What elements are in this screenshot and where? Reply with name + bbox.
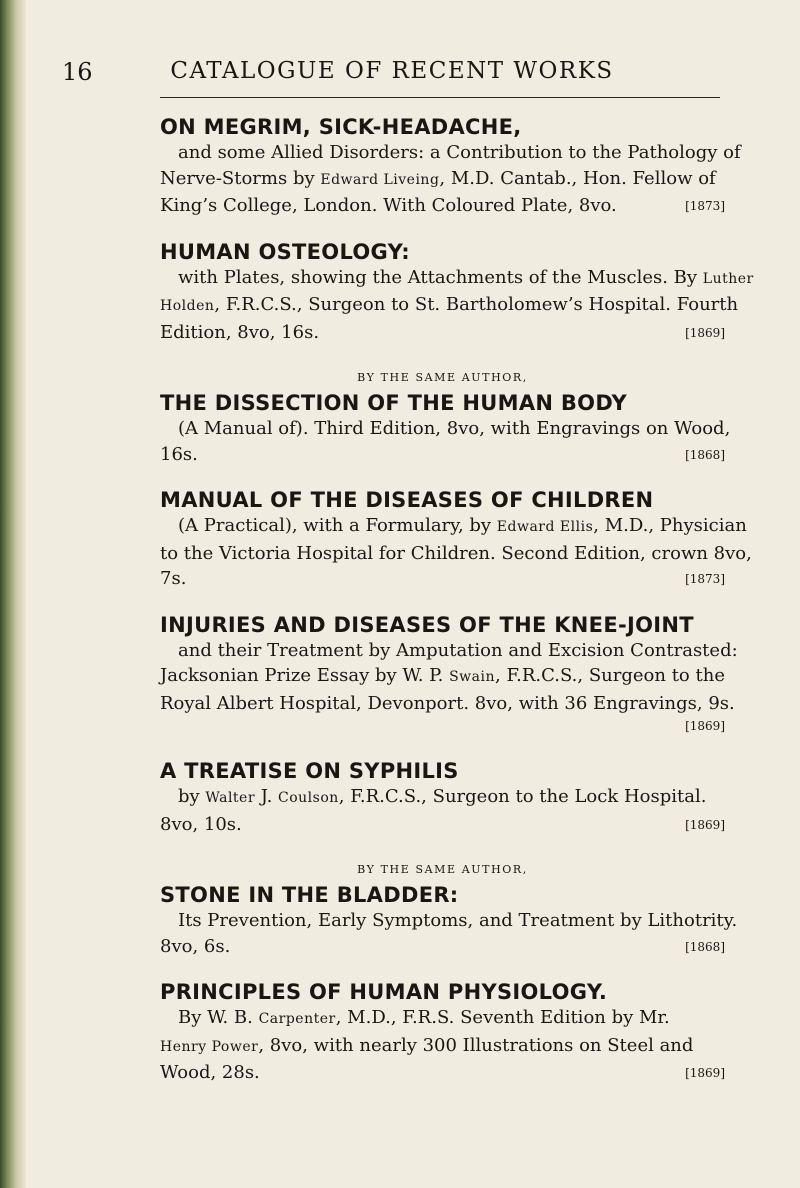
entry-line: 16s. [1868] bbox=[160, 442, 725, 468]
catalogue-entries bbox=[160, 114, 754, 1106]
entry-title: MANUAL OF THE DISEASES OF CHILDREN bbox=[160, 488, 654, 512]
catalogue-entry bbox=[160, 863, 738, 959]
entry-line: Nerve-Storms by Edward Liveing, M.D. Cantab., Hon. Fellow of bbox=[160, 167, 716, 189]
entry-year: [1868] bbox=[685, 447, 725, 462]
entry-line: with Plates, showing the Attachments of the Muscles. By Luther bbox=[178, 266, 754, 288]
catalogue-entry bbox=[160, 487, 752, 592]
entry-title: INJURIES AND DISEASES OF THE KNEE-JOINT bbox=[160, 612, 694, 637]
page-number: 16 bbox=[62, 58, 93, 86]
entry-line: Royal Albert Hospital, Devonport. 8vo, with 36 Engravings, 9s. bbox=[160, 692, 735, 714]
entry-line: 8vo, 6s. [1868] bbox=[160, 934, 725, 960]
catalogue-entry bbox=[160, 979, 725, 1086]
book-spine-edge bbox=[0, 0, 26, 1188]
author-name: Luther bbox=[702, 270, 754, 287]
page-header bbox=[62, 58, 722, 90]
entry-line: Its Prevention, Early Symptoms, and Treatment by Lithotrity. bbox=[178, 910, 738, 931]
entry-title: STONE IN THE BLADDER: bbox=[160, 883, 459, 907]
entry-line: Wood, 28s. [1869] bbox=[160, 1060, 725, 1086]
entry-line: (A Manual of). Third Edition, 8vo, with Engravings on Wood, bbox=[178, 418, 731, 439]
entry-line: (A Practical), with a Formulary, by Edward Ellis, M.D., Physician bbox=[178, 515, 747, 536]
entry-year: [1869] bbox=[685, 1066, 725, 1080]
entry-line: and their Treatment by Amputation and Excision Contrasted: bbox=[178, 639, 738, 661]
author-name: Edward Ellis bbox=[496, 519, 594, 535]
entry-line: to the Victoria Hospital for Children. Second Edition, crown 8vo, bbox=[160, 542, 752, 564]
entry-year: [1869] bbox=[685, 719, 725, 733]
entry-title: THE DISSECTION OF THE HUMAN BODY bbox=[160, 391, 628, 415]
entry-line: By W. B. Carpenter, M.D., F.R.S. Seventh Edition by Mr. bbox=[178, 1007, 670, 1028]
catalogue-entry bbox=[160, 114, 741, 219]
entry-title: ON MEGRIM, SICK-HEADACHE, bbox=[160, 115, 522, 139]
entry-year: [1869] bbox=[685, 325, 725, 340]
entry-line: 7s. [1873] bbox=[160, 566, 725, 592]
author-name: Henry Power bbox=[160, 1038, 259, 1055]
catalogue-entry bbox=[160, 612, 738, 739]
entry-year: [1868] bbox=[685, 939, 725, 954]
entry-line: King’s College, London. With Coloured Plate, 8vo. [1873] bbox=[160, 193, 725, 219]
entry-title: A TREATISE ON SYPHILIS bbox=[160, 759, 459, 783]
author-name: Coulson bbox=[278, 790, 339, 806]
entry-year: [1873] bbox=[685, 199, 725, 213]
header-rule bbox=[160, 97, 720, 98]
entry-line: Jacksonian Prize Essay by W. P. Swain, F.R.C.S., Surgeon to the bbox=[160, 665, 725, 686]
author-name: Swain bbox=[449, 669, 496, 685]
entry-year: [1869] bbox=[685, 817, 725, 832]
entry-year: [1873] bbox=[685, 572, 725, 586]
entry-title: HUMAN OSTEOLOGY: bbox=[160, 239, 411, 264]
entry-line: Henry Power, 8vo, with nearly 300 Illustrations on Steel and bbox=[160, 1034, 694, 1056]
byline: BY THE SAME AUTHOR, bbox=[357, 371, 528, 384]
author-name: Edward Liveing bbox=[320, 171, 440, 188]
catalogue-entry bbox=[160, 758, 725, 837]
author-name: Carpenter bbox=[258, 1011, 336, 1027]
running-title: CATALOGUE OF RECENT WORKS bbox=[170, 58, 614, 84]
entry-line: Holden, F.R.C.S., Surgeon to St. Bartholomew’s Hospital. Fourth bbox=[160, 294, 739, 315]
catalogue-entry bbox=[160, 239, 754, 346]
entry-year-row bbox=[160, 716, 725, 738]
catalogue-entry bbox=[160, 371, 731, 467]
entry-line: by Walter J. Coulson, F.R.C.S., Surgeon to the Lock Hospital. bbox=[178, 786, 707, 807]
entry-title: PRINCIPLES OF HUMAN PHYSIOLOGY. bbox=[160, 980, 608, 1004]
byline: BY THE SAME AUTHOR, bbox=[357, 863, 528, 876]
entry-line: and some Allied Disorders: a Contribution to the Pathology of bbox=[178, 142, 741, 163]
entry-line: Edition, 8vo, 16s. [1869] bbox=[160, 320, 725, 346]
author-name: Walter bbox=[205, 790, 256, 806]
entry-line: 8vo, 10s. [1869] bbox=[160, 812, 725, 838]
author-name: Holden bbox=[160, 298, 215, 314]
